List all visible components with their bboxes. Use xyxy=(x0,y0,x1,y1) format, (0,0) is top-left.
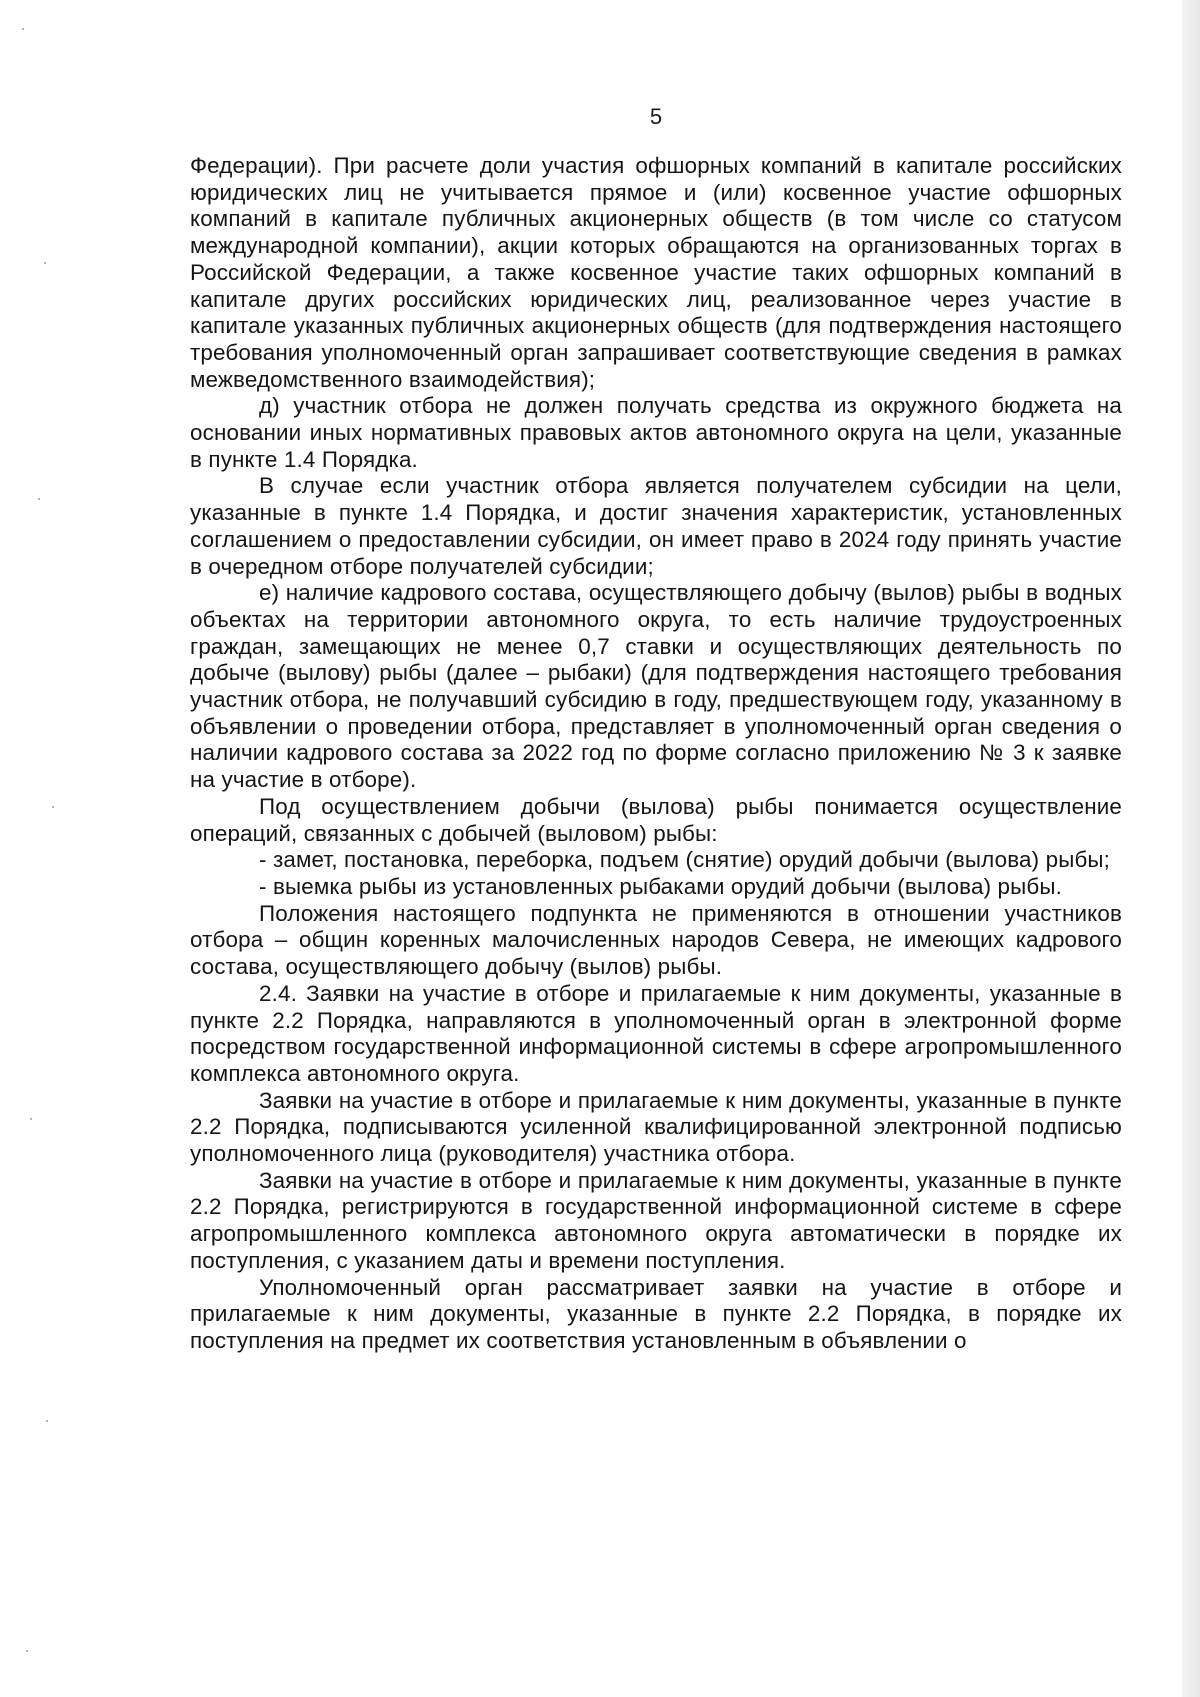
document-body xyxy=(190,153,1122,1355)
page-number: 5 xyxy=(649,104,663,129)
paragraph: Заявки на участие в отборе и прилагаемые к ним документы, указанные в пункте 2.2 Порядка, подписываются усиленной квалифицированной электронной подписью уполномоченного лица (руководителя) участника отбора. xyxy=(190,1087,1122,1167)
scan-speck xyxy=(38,498,40,500)
paragraph: е) наличие кадрового состава, осуществляющего добычу (вылов) рыбы в водных объектах на территории автономного округа, то есть наличие трудоустроенных граждан, замещающих не менее 0,7 ставки и осуществляющих деятельность по добыче (вылову) рыбы (далее – рыбаки) (для подтверждения настоящего требования участник отбора, не получавший субсидию в году, предшествующем году, указанному в объявлении о проведении отбора, представляет в уполномоченный орган сведения о наличии кадрового состава за 2022 год по форме согласно приложению № 3 к заявке на участие в отборе). xyxy=(190,580,1122,793)
scan-speck xyxy=(46,1420,48,1422)
paragraph: Под осуществлением добычи (вылова) рыбы понимается осуществление операций, связанных с добычей (выловом) рыбы: xyxy=(190,793,1122,846)
paragraph: д) участник отбора не должен получать средства из окружного бюджета на основании иных нормативных правовых актов автономного округа на цели, указанные в пункте 1.4 Порядка. xyxy=(190,393,1122,472)
paragraph: Уполномоченный орган рассматривает заявки на участие в отборе и прилагаемые к ним документы, указанные в пункте 2.2 Порядка, в порядке их поступления на предмет их соответствия установленным в объявлении о xyxy=(190,1274,1122,1353)
scan-speck xyxy=(22,28,24,30)
paragraph: Федерации). При расчете доли участия офшорных компаний в капитале российских юридических лиц не учитывается прямое и (или) косвенное участие офшорных компаний в капитале публичных акционерных обществ (в том числе со статусом международной компании), акции которых обращаются на организованных торгах в Российской Федерации, а также косвенное участие таких офшорных компаний в капитале других российских юридических лиц, реализованное через участие в капитале указанных публичных акционерных обществ (для подтверждения настоящего требования уполномоченный орган запрашивает соответствующие сведения в рамках межведомственного взаимодействия); xyxy=(190,153,1122,392)
paragraph: 2.4. Заявки на участие в отборе и прилагаемые к ним документы, указанные в пункте 2.2 Порядка, направляются в уполномоченный орган в электронной форме посредством государственной информационной системы в сфере агропромышленного комплекса автономного округа. xyxy=(190,980,1122,1086)
scan-speck xyxy=(26,1650,28,1652)
paragraph: В случае если участник отбора является получателем субсидии на цели, указанные в пункте 1.4 Порядка, и достиг значения характеристик, установленных соглашением о предоставлении субсидии, он имеет право в 2024 году принять участие в очередном отборе получателей субсидии; xyxy=(190,473,1122,579)
paragraph: - выемка рыбы из установленных рыбаками орудий добычи (вылова) рыбы. xyxy=(259,873,1062,899)
scan-speck xyxy=(44,262,46,264)
paragraph: Заявки на участие в отборе и прилагаемые к ним документы, указанные в пункте 2.2 Порядка, регистрируются в государственной информационной системе в сфере агропромышленного комплекса автономного округа автоматически в порядке их поступления, с указанием даты и времени поступления. xyxy=(190,1167,1122,1273)
scan-speck xyxy=(30,1118,32,1120)
scan-edge-shadow xyxy=(1182,0,1200,1697)
scan-speck xyxy=(52,806,54,808)
paragraph: - замет, постановка, переборка, подъем (снятие) орудий добычи (вылова) рыбы; xyxy=(259,847,1111,873)
paragraph: Положения настоящего подпункта не применяются в отношении участников отбора – общин коренных малочисленных народов Севера, не имеющих кадрового состава, осуществляющего добычу (вылов) рыбы. xyxy=(190,900,1122,980)
